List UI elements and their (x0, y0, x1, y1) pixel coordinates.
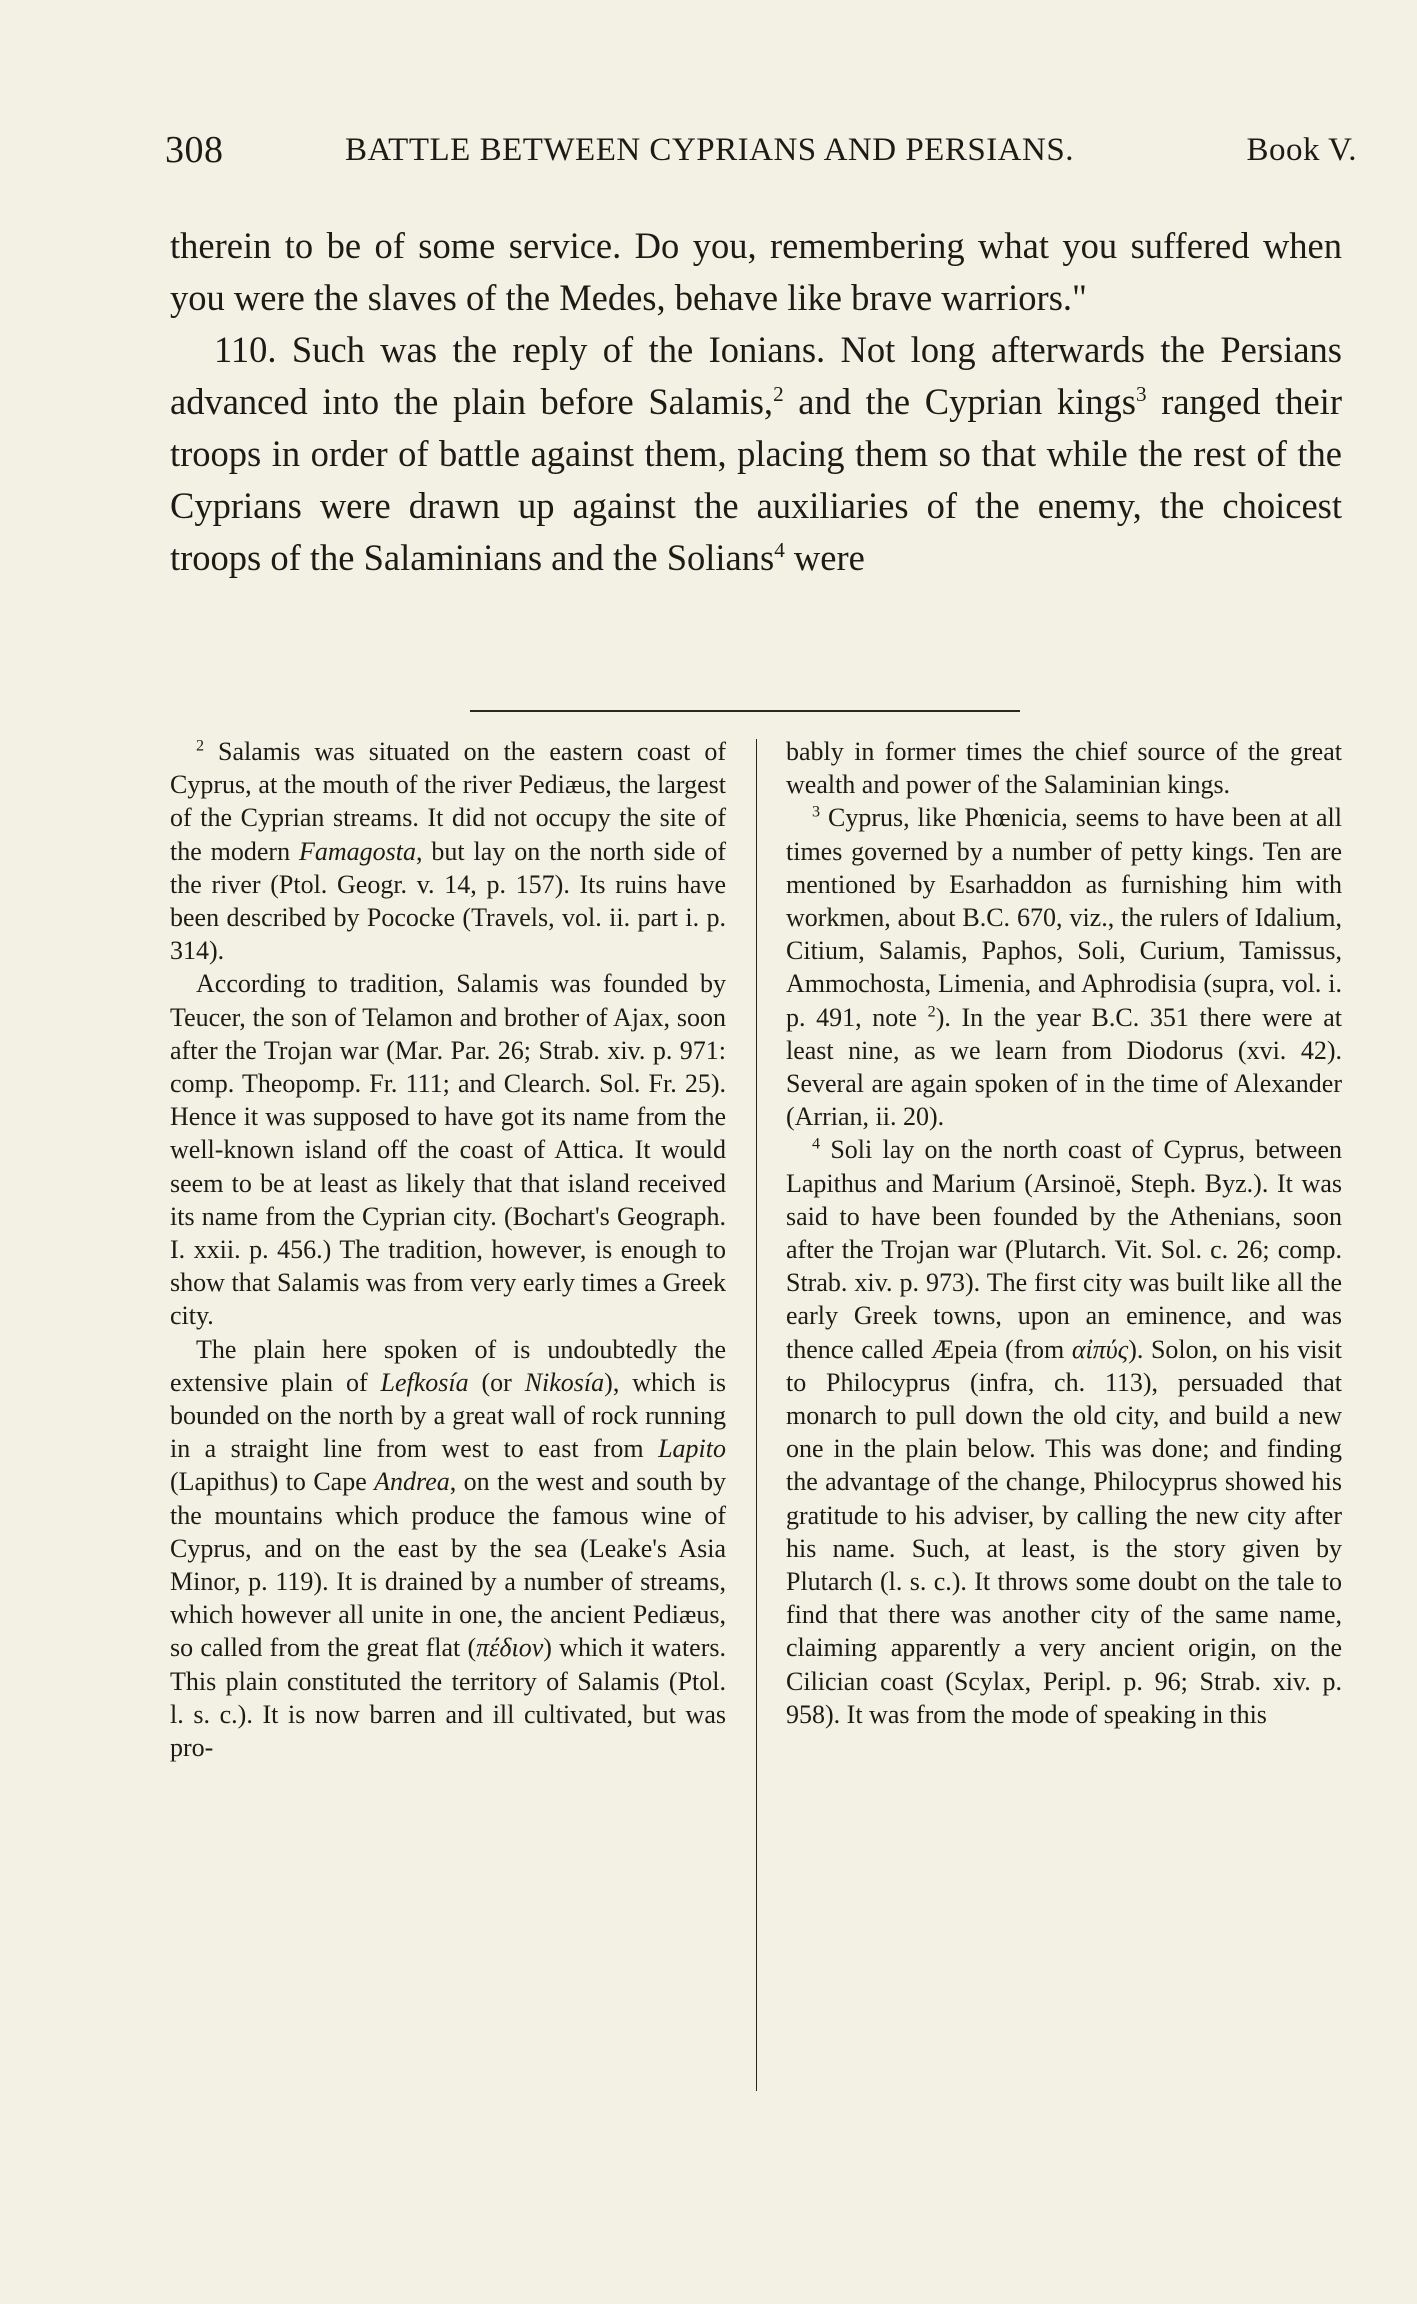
footnote-ref-4: 4 (774, 537, 785, 562)
book-label: Book V. (1246, 132, 1357, 168)
footnotes (170, 735, 1342, 2115)
footnote-marker: 2 (196, 737, 205, 755)
footnote-text: Soli lay on the north coast of Cyprus, between Lapithus and Marium (Arsinoë, Steph. Byz.). It was said to have been founded by the Athenians, soon after the Trojan war (Plutarch. Vit. Sol. c. 26; comp. Strab. xiv. p. 973). The first city was built like all the early Greek towns, upon an eminence, and was thence called Æpeia (from (786, 1135, 1342, 1364)
footnote-ref-3: 3 (1136, 381, 1147, 406)
column-divider (756, 739, 757, 2091)
footnote-marker: 3 (812, 803, 821, 821)
footnote-2 (170, 735, 726, 967)
footnote-italic: Lapito (658, 1434, 726, 1464)
footnote-italic: Lefkosía (380, 1367, 469, 1397)
footnote-text: , on the west and south by the mountains which produce the famous wine of Cyprus, and on the east by the sea (Leake's Asia Minor, p. 119). It is drained by a number of streams, which however all unite in one, the ancient Pediæus, so called from the great flat ( (170, 1467, 726, 1663)
footnote-inline-sup: 2 (927, 1002, 936, 1020)
footnote-text: , but lay on the north side of the river (Ptol. Geogr. v. 14, p. 157). Its ruins have been described by Pococke (Travels, vol. ii. part i. p. 314). (170, 836, 726, 966)
footnote-text: ). In the year B.C. 351 there were at least nine, as we learn from Diodorus (xvi. 42). Several are again spoken of in the time of Alexander (Arrian, ii. 20). (786, 1002, 1342, 1132)
footnote-column-left (170, 735, 726, 2115)
footnote-text: ), which is bounded on the north by a great wall of rock running in a straight line from west to east from (170, 1367, 726, 1464)
footnote-ref-2: 2 (773, 381, 784, 406)
footnote-text: The plain here spoken of is undoubtedly the extensive plain of (170, 1334, 726, 1397)
footnote-rule (470, 710, 1020, 712)
running-title: BATTLE BETWEEN CYPRIANS AND PERSIANS. (345, 132, 1074, 168)
footnote-text: (Lapithus) to Cape (170, 1467, 375, 1497)
footnote-italic: Nikosía (524, 1367, 605, 1397)
footnote-greek: πέδιον (476, 1633, 544, 1663)
footnote-3 (786, 801, 1342, 1133)
footnote-text: ). Solon, on his visit to Philocyprus (infra, ch. 113), persuaded that monarch to pull down the old city, and build a new one in the plain below. This was done; and finding the advantage of the change, Philocyprus showed his gratitude to his adviser, by calling the new city after his name. Such, at least, is the story given by Plutarch (l. s. c.). It throws some doubt on the tale to find that there was another city of the same name, claiming apparently a very ancient origin, on the Cilician coast (Scylax, Peripl. p. 96; Strab. xiv. p. 958). It was from the mode of speaking in this (786, 1334, 1342, 1729)
footnote-text: Salamis was situated on the eastern coast of Cyprus, at the mouth of the river Pediæus, the largest of the Cyprian streams. It did not occupy the site of the modern (170, 737, 726, 866)
footnote-text: (or (468, 1367, 525, 1397)
main-text-segment: and the Cyprian kings (783, 381, 1137, 422)
footnote-text: Cyprus, like Phœnicia, seems to have been at all times governed by a number of petty kings. Ten are mentioned by Esarhaddon as furnishing him with workmen, about B.C. 670, viz., the rulers of Idalium, Citium, Salamis, Paphos, Soli, Curium, Tamissus, Ammochosta, Limenia, and Aphrodisia (supra, vol. i. p. 491, note (786, 803, 1342, 1032)
main-paragraph-1: therein to be of some service. Do you, remembering what you suffered when you were the slaves of the Medes, behave like brave warriors." (170, 225, 1342, 318)
footnote-2-continuation: bably in former times the chief source of the great wealth and power of the Salaminian kings. (786, 737, 1342, 800)
main-text-segment: 110. Such was the reply of the Ionians. Not long afterwards the Persians advanced into the plain before Salamis, (170, 329, 1342, 422)
footnote-italic: Andrea (374, 1467, 450, 1497)
running-header (165, 129, 1357, 182)
footnote-4 (786, 1133, 1342, 1731)
footnote-italic: Famagosta (299, 836, 416, 866)
footnote-greek: αἰπύς (1071, 1334, 1129, 1364)
main-text-segment: ranged their troops in order of battle against them, placing them so that while the rest of the Cyprians were drawn up against the auxiliaries of the enemy, the choicest troops of the Salaminians and the Solians (170, 381, 1342, 578)
page-number: 308 (165, 129, 224, 171)
main-text (170, 220, 1342, 584)
main-paragraph-2 (170, 324, 1342, 584)
footnote-2-paragraph-2: According to tradition, Salamis was founded by Teucer, the son of Telamon and brother of Ajax, soon after the Trojan war (Mar. Par. 26; Strab. xiv. p. 971: comp. Theopomp. Fr. 111; and Clearch. Sol. Fr. 25). Hence it was supposed to have got its name from the well-known island off the coast of Attica. It would seem to be at least as likely that that island received its name from the Cyprian city. (Bochart's Geograph. I. xxii. p. 456.) The tradition, however, is enough to show that Salamis was from very early times a Greek city. (170, 969, 726, 1331)
main-text-segment: were (784, 537, 865, 578)
footnote-text: ) which it waters. This plain constituted the territory of Salamis (Ptol. l. s. c.). It is now barren and ill cultivated, but was pro- (170, 1633, 726, 1763)
footnote-marker: 4 (812, 1135, 821, 1153)
footnote-2-paragraph-3 (170, 1333, 726, 1765)
footnote-column-right (786, 735, 1342, 2115)
